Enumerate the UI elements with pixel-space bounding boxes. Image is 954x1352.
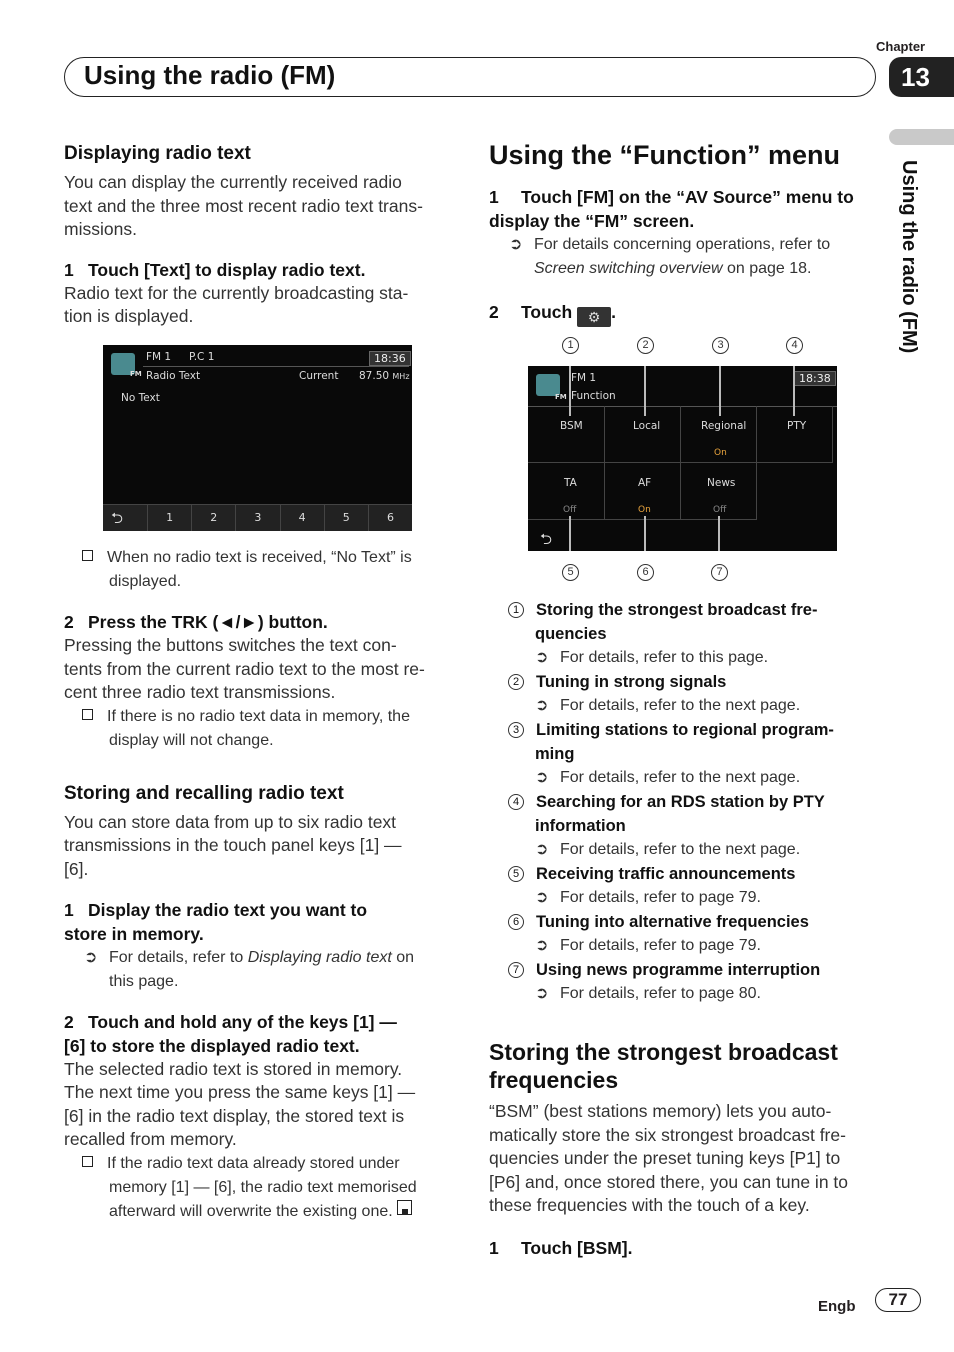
note: If there is no radio text data in memory, the display will not change.	[64, 705, 459, 753]
frequency: 87.50 MHz	[359, 370, 410, 382]
list-item: 2 Tuning in strong signals ➲ For details, refer to the next page.	[508, 670, 888, 718]
step-heading: 2 Touch ⚙ .	[489, 302, 616, 325]
ta-state: Off	[563, 505, 577, 515]
bsm-section	[489, 1038, 884, 1260]
preset-keybar	[103, 504, 412, 531]
regional-state: On	[714, 448, 727, 458]
clock: 18:38	[794, 371, 836, 386]
callout-number: 7	[711, 564, 728, 581]
band-label: FM 1	[571, 372, 597, 384]
step-heading: 2 Touch and hold any of the keys [1] — [6] to store the displayed radio text.	[64, 1011, 397, 1056]
function-menu-screen	[528, 366, 837, 551]
note: ➲ For details, refer to Displaying radio text on this page.	[84, 948, 415, 990]
radio-text-label: Radio Text	[146, 370, 201, 382]
side-tab-bar	[889, 129, 954, 145]
preset-key[interactable]: 5	[324, 505, 368, 531]
paragraph: You can display the currently received radio text and the three most recent radio text trans- missions.	[64, 172, 423, 240]
paragraph: Radio text for the currently broadcasting sta- tion is displayed.	[64, 282, 409, 327]
preset-key[interactable]: 2	[191, 505, 235, 531]
preset-key[interactable]: 6	[368, 505, 412, 531]
section-heading: Storing and recalling radio text	[64, 782, 344, 804]
callout-number: 3	[712, 337, 729, 354]
list-item: 5 Receiving traffic announcements ➲ For details, refer to page 79.	[508, 862, 888, 910]
note: When no radio text is received, “No Text” is displayed.	[82, 546, 462, 594]
preset-key[interactable]: 4	[280, 505, 324, 531]
preset-key[interactable]: 3	[235, 505, 279, 531]
callout-number: 1	[562, 337, 579, 354]
step-heading: 1 Touch [Text] to display radio text.	[64, 259, 366, 280]
callout-number: 6	[637, 564, 654, 581]
section-heading: Displaying radio text	[64, 143, 251, 164]
clock: 18:36	[369, 351, 411, 366]
step-heading: 1 Touch [BSM].	[489, 1237, 633, 1258]
left-column-2	[82, 546, 462, 594]
regional-button[interactable]: Regional On	[681, 406, 757, 463]
paragraph: “BSM” (best stations memory) lets you auto- matically store the six strongest broadcast fre- quencies under the preset tuning keys [P1] to [P6] and, once stored there, you can tune in to these frequencies with the touch of a key.	[489, 1101, 849, 1216]
screen-title: Function	[571, 390, 616, 402]
pty-button[interactable]: PTY	[757, 406, 833, 463]
fm-badge: FM	[130, 370, 142, 378]
step-heading: 1 Display the radio text you want to store in memory.	[64, 899, 368, 944]
callout-number: 4	[786, 337, 803, 354]
back-icon[interactable]: ⮌	[540, 530, 553, 548]
af-state: On	[638, 505, 651, 515]
radio-text-screen	[103, 345, 412, 531]
fm-badge: FM	[555, 393, 567, 401]
news-button[interactable]: News Off	[681, 463, 757, 520]
page-title: Using the radio (FM)	[84, 60, 336, 90]
end-mark-icon	[397, 1200, 412, 1215]
callout-number: 5	[562, 564, 579, 581]
list-item: 7 Using news programme interruption ➲ For details, refer to page 80.	[508, 958, 888, 1006]
back-icon[interactable]: ⮌	[111, 509, 124, 527]
paragraph: Pressing the buttons switches the text con- tents from the current radio text to the most re- cent three radio text transmissions.	[64, 635, 425, 703]
list-item: 4 Searching for an RDS station by PTY information ➲ For details, refer to the next page.	[508, 790, 888, 862]
left-column	[64, 143, 454, 329]
section-heading: Storing the strongest broadcast frequencies	[489, 1039, 838, 1093]
page-number: 77	[875, 1288, 921, 1312]
preset-key[interactable]: 1	[147, 505, 191, 531]
note: ➲ For details concerning operations, refer to Screen switching overview on page 18.	[509, 236, 831, 277]
chapter-label: Chapter	[876, 39, 926, 54]
left-column-3	[64, 610, 459, 1224]
section-heading: Using the “Function” menu	[489, 140, 840, 170]
paragraph: The selected radio text is stored in memory. The next time you press the same keys [1] — [6] in the radio text display, the stored text is recalled from memory.	[64, 1058, 416, 1150]
preset-channel: P.C 1	[189, 351, 215, 363]
bsm-button[interactable]: BSM	[528, 406, 605, 463]
news-state: Off	[713, 505, 727, 515]
ta-button[interactable]: TA Off	[528, 463, 605, 520]
list-item: 3 Limiting stations to regional program- ming ➲ For details, refer to the next page.	[508, 718, 888, 790]
right-column	[489, 140, 884, 327]
list-item: 1 Storing the strongest broadcast fre- quencies ➲ For details, refer to this page.	[508, 598, 888, 670]
chapter-number: 13	[889, 57, 954, 97]
current-label: Current	[299, 370, 339, 382]
callout-number: 2	[637, 337, 654, 354]
side-tab-label: Using the radio (FM)	[898, 160, 920, 354]
step-heading: 2 Press the TRK (◄/►) button.	[64, 612, 328, 632]
step-heading: 1 Touch [FM] on the “AV Source” menu to display the “FM” screen.	[489, 187, 854, 231]
function-item-list	[508, 598, 888, 1006]
paragraph: You can store data from up to six radio text transmissions in the touch panel keys [1] — [6].	[64, 811, 402, 879]
no-text-message: No Text	[121, 392, 160, 404]
local-button[interactable]: Local	[605, 406, 681, 463]
list-item: 6 Tuning into alternative frequencies ➲ For details, refer to page 79.	[508, 910, 888, 958]
settings-icon[interactable]: ⚙	[577, 307, 611, 327]
note: If the radio text data already stored under memory [1] — [6], the radio text memorised afterward will overwrite the existing one.	[64, 1152, 459, 1224]
af-button[interactable]: AF On	[605, 463, 681, 520]
band-label: FM 1	[146, 351, 172, 363]
language-code: Engb	[818, 1298, 856, 1315]
